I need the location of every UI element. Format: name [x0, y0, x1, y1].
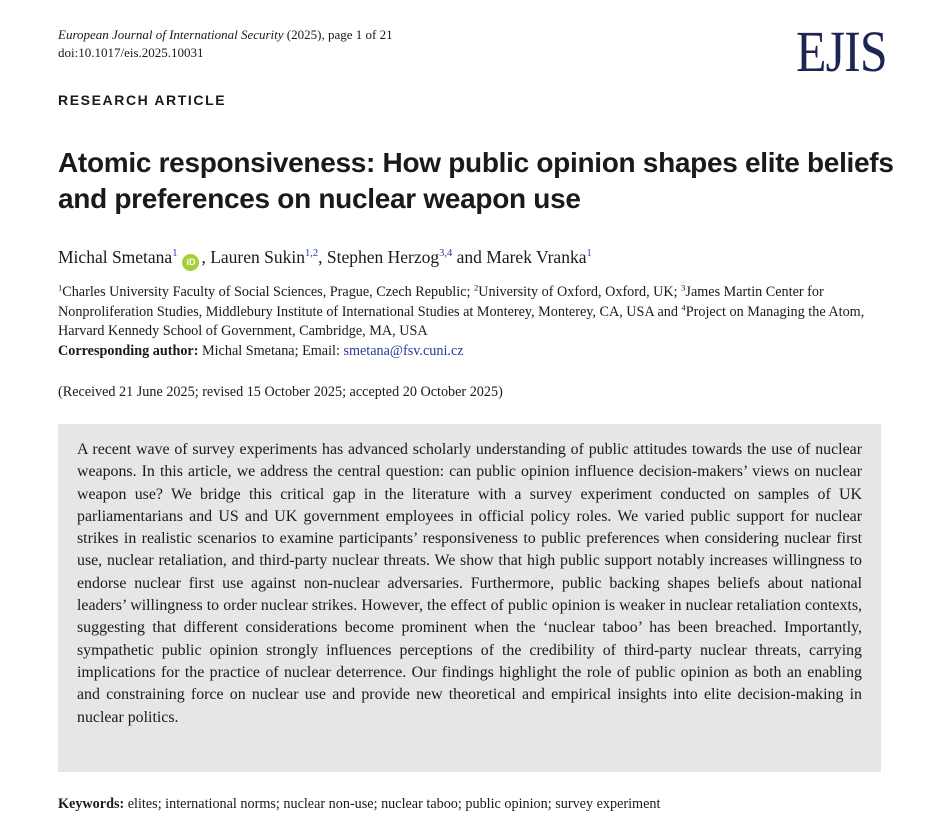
author-separator: and [452, 247, 487, 267]
author-affiliation-ref: 1 [586, 248, 592, 260]
received-dates: (Received 21 June 2025; revised 15 October 2025; accepted 20 October 2025) [58, 384, 503, 400]
keywords-text: elites; international norms; nuclear non-use; nuclear taboo; public opinion; survey experiment [124, 796, 661, 812]
author-affiliation-ref: 1 [172, 248, 178, 260]
article-type: RESEARCH ARTICLE [58, 92, 227, 108]
affiliation-text: Charles University Faculty of Social Sciences, Prague, Czech Republic; [62, 284, 474, 300]
affiliation-text: James Martin Center for Nonproliferation Studies, Middlebury Institute of International Studies at Monterey, Monterey, CA, USA and [58, 284, 824, 320]
affiliations [58, 283, 878, 361]
author-affiliation-ref: 3,4 [439, 248, 453, 260]
author-name[interactable]: Stephen Herzog [326, 247, 440, 267]
keywords [58, 795, 660, 814]
orcid-icon[interactable]: iD [182, 254, 199, 271]
author-separator: , [318, 247, 327, 267]
affiliation-number: 1 [58, 282, 63, 293]
author-separator: , [201, 247, 211, 267]
keywords-label: Keywords: [58, 796, 125, 812]
author-affiliation-ref: 1,2 [304, 248, 319, 260]
article-title: Atomic responsiveness: How public opinion shapes elite beliefs and preferences on nuclear weapon use [58, 147, 894, 214]
author-name[interactable]: Marek Vranka [486, 247, 587, 267]
author-list [58, 245, 592, 271]
journal-name: European Journal of International Security [58, 27, 284, 42]
journal-citation [58, 26, 393, 44]
journal-header [58, 26, 393, 62]
affiliation-number: 2 [473, 282, 479, 293]
doi: doi:10.1017/eis.2025.10031 [58, 45, 204, 60]
abstract-text: A recent wave of survey experiments has advanced scholarly understanding of public attitudes towards the use of nuclear weapons. In this article, we address the central question: can public opinion influence decision-makers’ views on nuclear weapon use? We bridge this critical gap in the literature with a survey experiment conducted on samples of UK parliamentarians and US and UK government employees in official policy roles. We varied public support for nuclear strikes in realistic scenarios to examine participants’ responsiveness to public preferences when considering nuclear first use, nuclear retaliation, and third-party nuclear threats. We show that high public support notably increases willingness to endorse nuclear first use against non-nuclear adversaries. Furthermore, public backing shapes beliefs about national leaders’ willingness to order nuclear strikes. However, the effect of public opinion is weaker in nuclear retaliation contexts, suggesting that different considerations become prominent when the ‘nuclear taboo’ has been breached. Importantly, sympathetic public opinion strongly influences perceptions of the credibility of third-party nuclear threats, carrying implications for the practice of nuclear deterrence. Our findings highlight the role of public opinion as both an enabling and constraining force on nuclear use and provide new theoretical and empirical insights into elite decision-making in nuclear politics. [77, 441, 862, 726]
corresponding-author-text: Michal Smetana; Email: [198, 342, 344, 359]
corresponding-email-link[interactable]: smetana@fsv.cuni.cz [343, 342, 464, 359]
affiliation-number: 3 [681, 282, 686, 293]
affiliation-text: Project on Managing the Atom, Harvard Kennedy School of Government, Cambridge, MA, USA [58, 303, 865, 339]
corresponding-author-label: Corresponding author: [58, 342, 199, 359]
author-name[interactable]: Michal Smetana [58, 247, 173, 267]
abstract-box [58, 424, 881, 772]
author-name[interactable]: Lauren Sukin [210, 247, 305, 267]
journal-logo: EJIS [796, 19, 887, 84]
affiliation-text: University of Oxford, Oxford, UK; [478, 284, 682, 300]
affiliation-number: 4 [681, 301, 686, 312]
journal-info: (2025), page 1 of 21 [283, 27, 393, 42]
